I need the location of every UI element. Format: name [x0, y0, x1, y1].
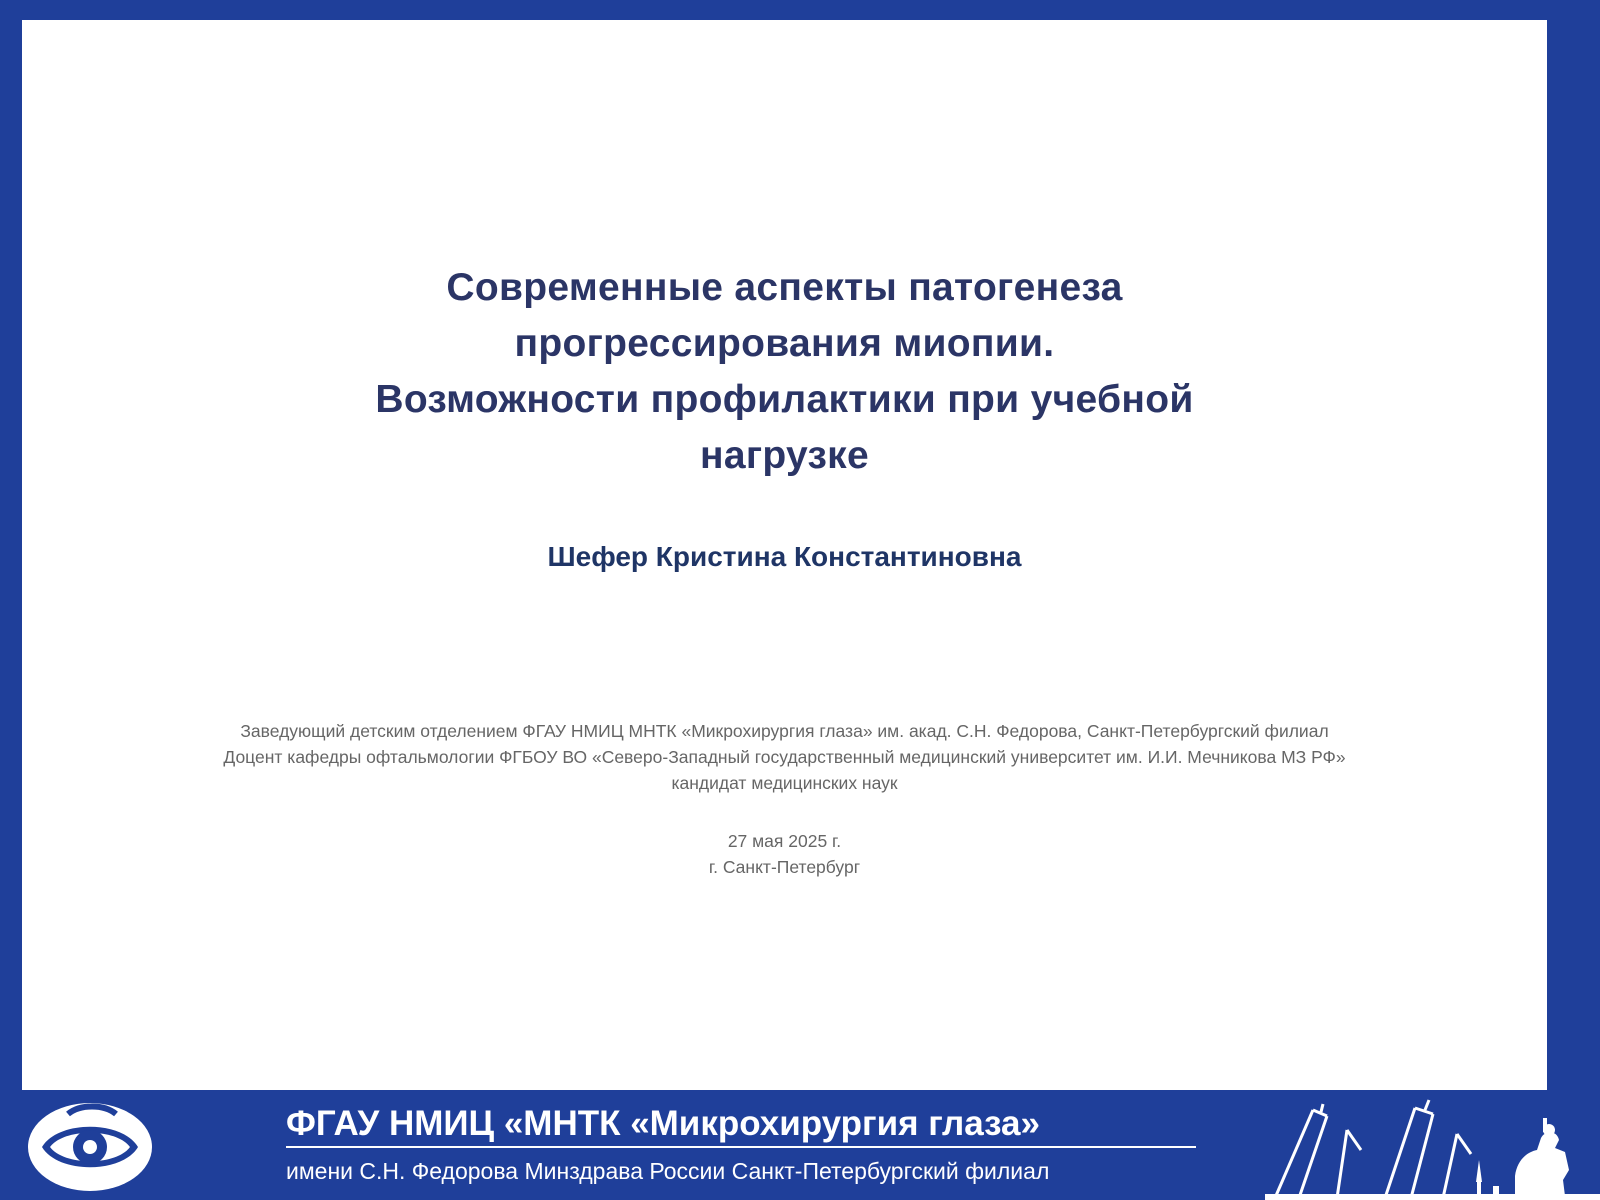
- affiliation-line: Заведующий детским отделением ФГАУ НМИЦ МНТК «Микрохирургия глаза» им. акад. С.Н. Федорова, Санкт-Петербургский филиал: [240, 721, 1329, 741]
- presentation-date: 27 мая 2025 г.: [727, 831, 842, 851]
- slide-title: [22, 260, 1547, 484]
- title-line: нагрузке: [700, 434, 869, 477]
- date-location-block: [22, 828, 1547, 880]
- title-line: прогрессирования миопии.: [514, 322, 1055, 365]
- footer-bar: [0, 1090, 1600, 1200]
- affiliation-line: Доцент кафедры офтальмологии ФГБОУ ВО «Северо-Западный государственный медицинский университет им. И.И. Мечникова МЗ РФ»: [223, 747, 1346, 767]
- title-line: Возможности профилактики при учебной: [375, 378, 1194, 421]
- footer-divider: [286, 1146, 1196, 1148]
- presentation-city: г. Санкт-Петербург: [708, 857, 861, 877]
- footer-org-subtitle: имени С.Н. Федорова Минздрава России Санкт-Петербургский филиал: [286, 1158, 1050, 1184]
- affiliation-block: [22, 718, 1547, 796]
- slide-canvas: [22, 20, 1547, 1090]
- eye-logo-icon: [24, 1098, 156, 1196]
- spb-bridge-skyline-icon: [1265, 1090, 1600, 1200]
- footer-org-name: ФГАУ НМИЦ «МНТК «Микрохирургия глаза»: [286, 1104, 1040, 1143]
- title-line: Современные аспекты патогенеза: [446, 266, 1123, 309]
- affiliation-line: кандидат медицинских наук: [671, 773, 898, 793]
- author-name: Шефер Кристина Константиновна: [547, 541, 1022, 572]
